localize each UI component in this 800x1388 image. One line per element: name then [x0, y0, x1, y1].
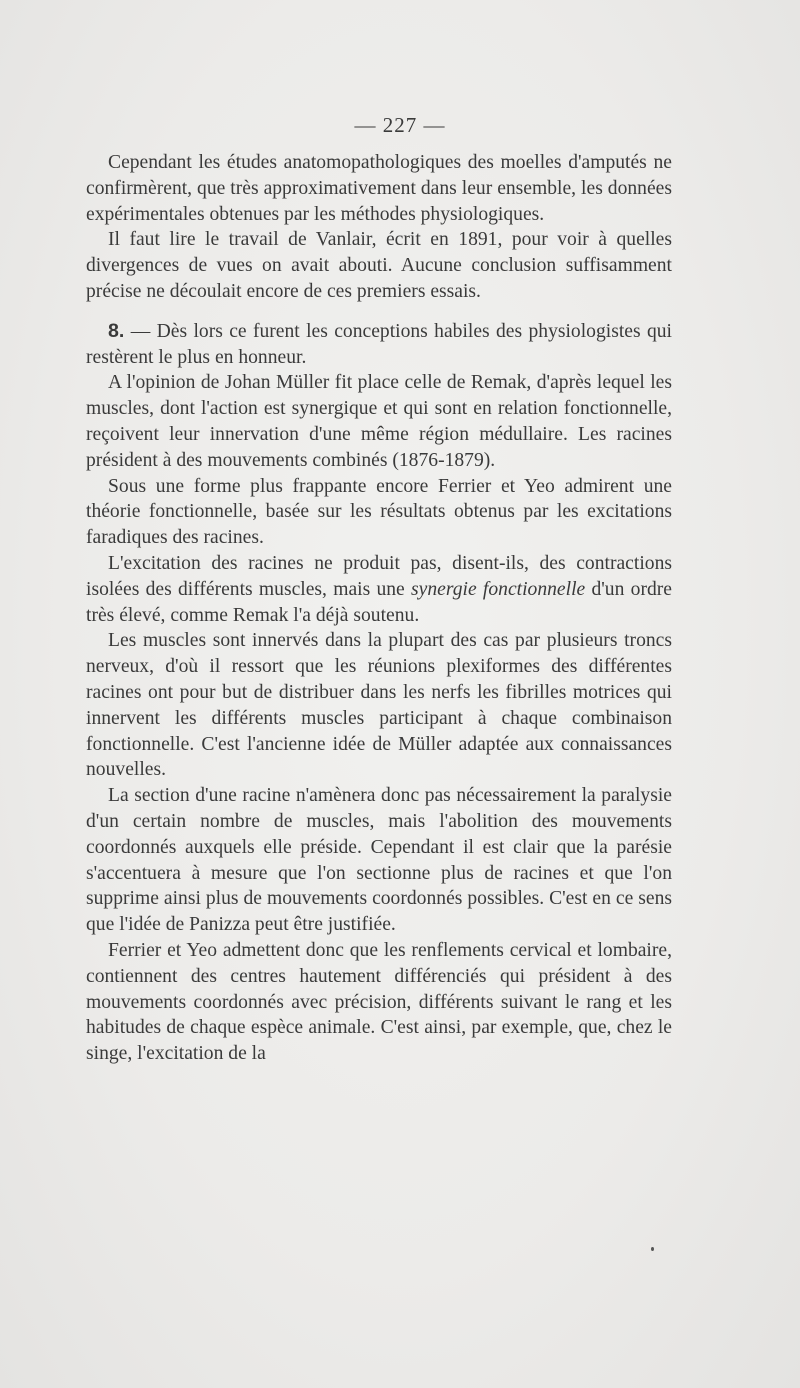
paragraph: A l'opinion de Johan Müller fit place celle de Remak, d'après lequel les muscles, dont l'action est synergique et qui sont en relation fonctionnelle, reçoivent leur innervation d'une même région médullaire. Les racines président à des mouvements combinés (1876-1879).	[86, 372, 672, 471]
paragraph: Les muscles sont innervés dans la plupart des cas par plusieurs troncs nerveux, d'où il ressort que les réunions plexiformes des différentes racines ont pour but de distribuer dans les nerfs les fibrilles motrices qui innervent les différents muscles participant à chaque combinaison fonctionnelle. C'est l'ancienne idée de Müller adaptée aux connaissances nouvelles.	[86, 630, 672, 781]
ink-speck	[651, 1247, 654, 1251]
paragraph-text: L'excitation des racines ne produit pas, disent-ils, des contractions isolées des différents muscles, mais une	[86, 552, 672, 600]
paragraph	[86, 551, 672, 628]
paragraph: La section d'une racine n'amènera donc pas nécessairement la paralysie d'un certain nombre de muscles, mais l'abolition des mouvements coordonnés auxquels elle préside. Cependant il est clair que la parésie s'accentuera à mesure que l'on sectionne plus de racines et que l'on supprime ainsi plus de mouvements coordonnés possibles. C'est en ce sens que l'idée de Panizza peut être justifiée.	[86, 785, 672, 936]
section-number: 8.	[108, 319, 125, 342]
body-text	[86, 150, 672, 1067]
paragraph: Cependant les études anatomopathologiques des moelles d'amputés ne confirmèrent, que très approximativement dans leur ensemble, les données expérimentales obtenues par les méthodes physiologiques.	[86, 152, 672, 225]
paragraph-text: d'un ordre très élevé, comme Remak l'a déjà soutenu.	[86, 578, 672, 626]
section-paragraph	[86, 319, 672, 371]
page-number: — 227 —	[354, 113, 446, 137]
paragraph: Il faut lire le travail de Vanlair, écrit en 1891, pour voir à quelles divergences de vues on avait abouti. Aucune conclusion suffisamment précise ne découlait encore de ces premiers essais.	[86, 229, 672, 302]
paragraph: Sous une forme plus frappante encore Ferrier et Yeo admirent une théorie fonctionnelle, basée sur les résultats obtenus par les excitations faradiques des racines.	[86, 475, 672, 549]
paragraph: Ferrier et Yeo admettent donc que les renflements cervical et lombaire, contiennent des centres hautement différenciés qui président à des mouvements coordonnés avec précision, différents suivant le rang et les habitudes de chaque espèce animale. C'est ainsi, par exemple, que, chez le singe, l'excitation de la	[86, 939, 672, 1065]
emphasized-term: synergie fonctionnelle	[411, 578, 586, 600]
paragraph-text: — Dès lors ce furent les conceptions habiles des physiologistes qui restèrent le plus en honneur.	[86, 320, 672, 368]
